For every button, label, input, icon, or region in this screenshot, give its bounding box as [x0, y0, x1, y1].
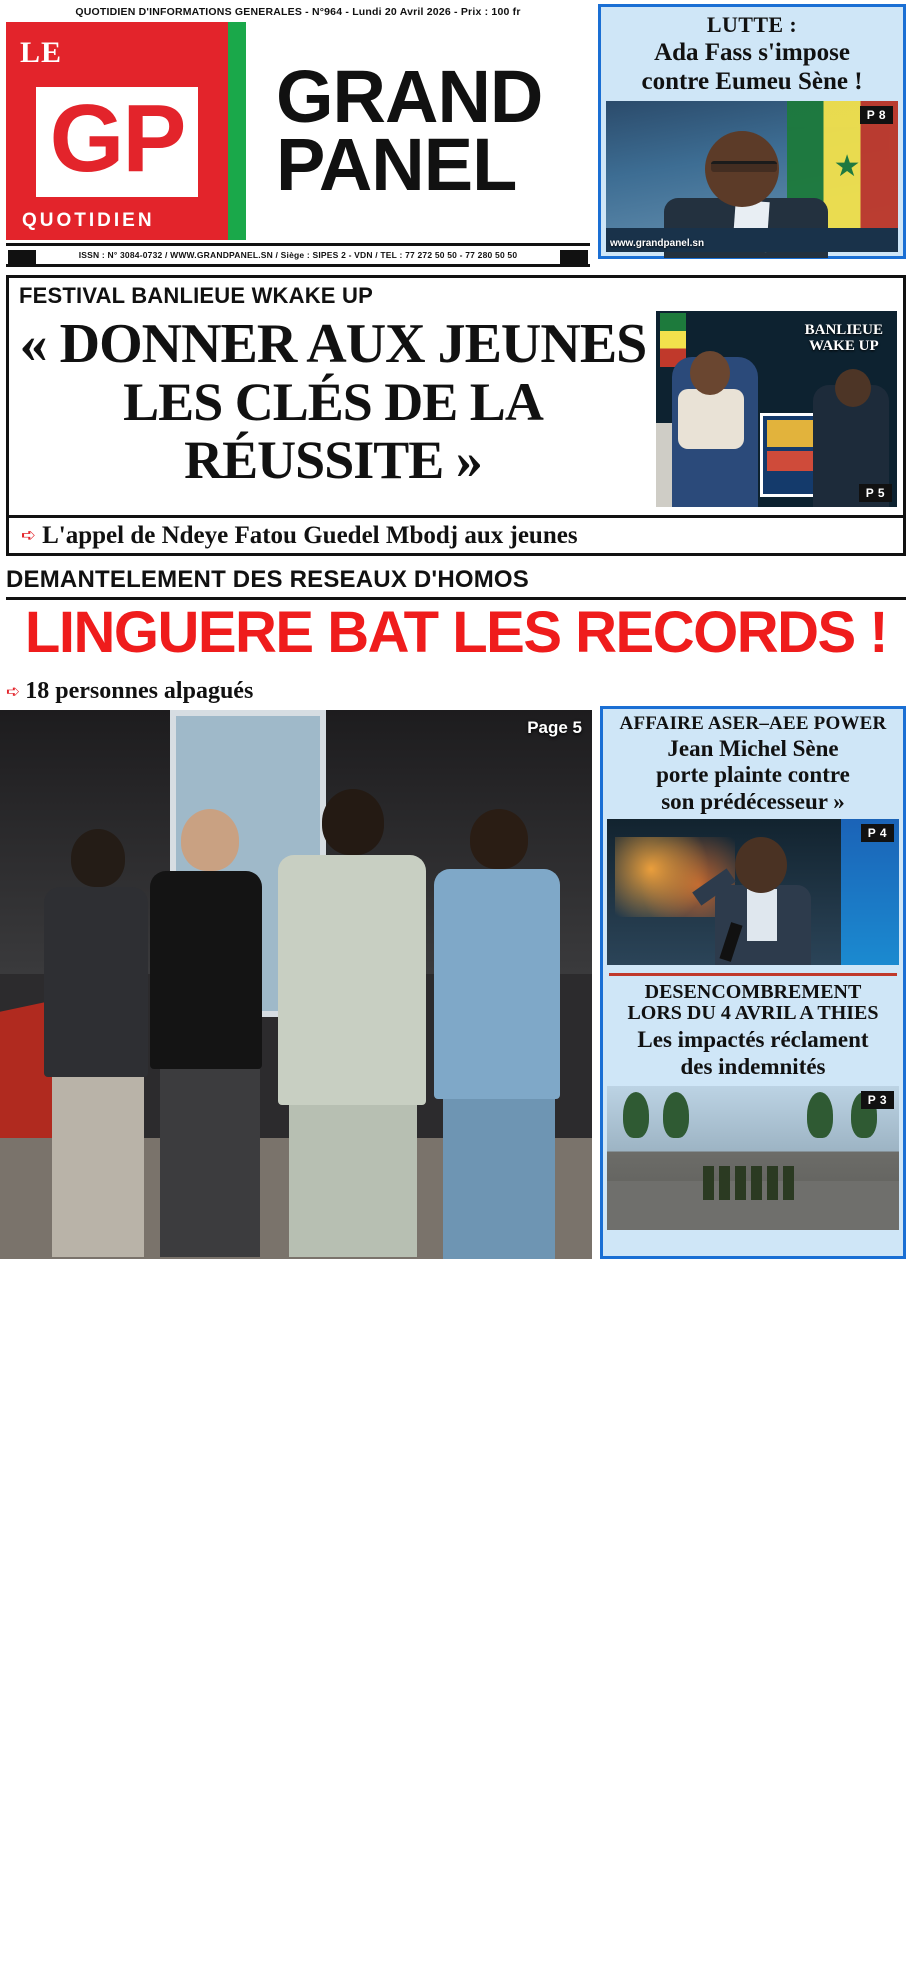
- article-festival-banlieue[interactable]: [6, 275, 906, 556]
- arrow-right-icon: ➪: [21, 525, 37, 545]
- aser-headline-line3: son prédécesseur »: [661, 788, 845, 814]
- person-legs: [289, 1105, 417, 1257]
- masthead-title: [246, 22, 590, 240]
- festival-headline: [13, 315, 653, 489]
- photo-tree: [623, 1092, 649, 1138]
- desencombrement-kicker-line2: LORS DU 4 AVRIL A THIES: [627, 1002, 879, 1025]
- masthead-logo-block: [6, 22, 590, 240]
- festival-headline-line2: LES CLÉS DE LA RÉUSSITE »: [123, 372, 543, 490]
- right-column-divider: [609, 973, 897, 976]
- arrow-right-icon: ➪: [6, 681, 21, 701]
- photo-person: [735, 1166, 746, 1200]
- aser-headline-line1: Jean Michel Sène: [667, 736, 839, 761]
- person-body: [434, 869, 560, 1099]
- masthead-title-line1: GRAND: [276, 54, 543, 138]
- photo-tree: [663, 1092, 689, 1138]
- desencombrement-photo: [607, 1086, 899, 1230]
- photo-subject-woman-top: [678, 389, 744, 449]
- teaser-lutte-page-badge: P 8: [860, 106, 893, 124]
- photo-person: [751, 1166, 762, 1200]
- right-column: [600, 706, 906, 1259]
- teaser-lutte-photo-url: www.grandpanel.sn: [610, 238, 705, 249]
- aser-headline-line2: porte plainte contre: [656, 762, 850, 788]
- lead-subline-text: 18 personnes alpagués: [25, 678, 254, 704]
- desencombrement-page-badge: P 3: [861, 1091, 894, 1109]
- photo-person: [719, 1166, 730, 1200]
- festival-photo-banner: [805, 323, 883, 355]
- lead-photo: [0, 710, 592, 1936]
- photo-event-poster: [760, 413, 816, 497]
- photo-person: [703, 1166, 714, 1200]
- article-aser-aee-power[interactable]: [607, 713, 899, 965]
- photo-speaker-shirt: [747, 889, 777, 941]
- teaser-lutte-kicker: LUTTE :: [706, 12, 798, 37]
- person-legs: [160, 1069, 260, 1257]
- teaser-lutte-photo: [606, 101, 898, 252]
- aser-kicker: AFFAIRE ASER–AEE POWER: [619, 713, 887, 734]
- person-legs: [52, 1077, 144, 1257]
- person-head: [470, 809, 528, 869]
- masthead-title-line2: PANEL: [276, 123, 517, 206]
- desencombrement-kicker-line1: DESENCOMBREMENT: [644, 980, 862, 1003]
- watermark-center-text: DCORP: [205, 1723, 406, 1816]
- glasses-icon: [711, 161, 777, 172]
- lead-subline: [6, 678, 253, 705]
- photo-watermark: [89, 1556, 512, 1963]
- desencombrement-headline-line1: Les impactés réclament: [637, 1027, 869, 1053]
- teaser-lutte-headline-line1: Ada Fass s'impose: [654, 39, 850, 66]
- photo-person: [783, 1166, 794, 1200]
- masthead-kicker: QUOTIDIEN D'INFORMATIONS GENERALES - N°964 - Lundi 20 Avril 2026 - Prix : 100 fr: [75, 6, 521, 18]
- lead-photo-page-label: Page 5: [527, 718, 582, 737]
- logo-green-bar: [228, 22, 246, 240]
- photo-subject-man-head: [835, 369, 871, 407]
- person-head: [71, 829, 125, 887]
- festival-kicker: FESTIVAL BANLIEUE WKAKE UP: [19, 283, 373, 308]
- festival-subline: [9, 515, 903, 553]
- logo-le-text: LE: [20, 36, 63, 69]
- person-head: [322, 789, 384, 855]
- masthead-kicker-strip: [6, 4, 590, 20]
- photo-person: [767, 1166, 778, 1200]
- masthead-issn-text: ISSN : N° 3084-0732 / WWW.GRANDPANEL.SN / Siège : SIPES 2 - VDN / TEL : 77 272 50 50 - 77 280 50 50: [78, 250, 518, 260]
- festival-photo: [654, 311, 897, 507]
- logo-red-panel: [6, 22, 228, 240]
- photo-person-3: [278, 789, 428, 1259]
- person-legs: [443, 1099, 555, 1259]
- photo-person-1: [44, 829, 152, 1259]
- person-body: [150, 871, 262, 1069]
- festival-photo-banner-line1: BANLIEUE: [804, 322, 883, 338]
- festival-body: [9, 309, 903, 509]
- person-body: [44, 887, 148, 1077]
- lead-kicker: DEMANTELEMENT DES RESEAUX D'HOMOS: [6, 566, 530, 593]
- photo-tree: [807, 1092, 833, 1138]
- masthead-issn-row: [6, 243, 590, 267]
- flag-star-icon: ★: [833, 150, 861, 184]
- photo-speaker-head: [735, 837, 787, 893]
- desencombrement-headline-line2: des indemnités: [680, 1054, 826, 1080]
- festival-subline-text: L'appel de Ndeye Fatou Guedel Mbodj aux jeunes: [42, 521, 578, 549]
- person-body: [278, 855, 426, 1105]
- teaser-lutte[interactable]: [598, 4, 906, 259]
- festival-page-badge: P 5: [859, 484, 892, 502]
- photo-person-2: [150, 809, 270, 1259]
- watermark-top-text: DIVISION COMMUNICATION: [150, 1578, 393, 1646]
- festival-headline-line1: « DONNER AUX JEUNES: [19, 313, 647, 375]
- teaser-lutte-headline-line2: contre Eumeu Sène !: [641, 67, 863, 95]
- logo-gp-text: GP: [36, 87, 199, 197]
- article-desencombrement[interactable]: [607, 982, 899, 1230]
- festival-photo-banner-line2: WAKE UP: [809, 337, 879, 354]
- watermark-bottom-text: RELATIONS PUBLIQUES: [226, 1873, 441, 1936]
- lead-headline: LINGUERE BAT LES RECORDS !: [24, 600, 888, 665]
- person-head: [181, 809, 239, 871]
- aser-page-badge: P 4: [861, 824, 894, 842]
- aser-photo: [607, 819, 899, 965]
- photo-subject-woman-head: [690, 351, 730, 395]
- logo-quotidien-text: QUOTIDIEN: [22, 210, 155, 231]
- photo-person-4: [434, 809, 564, 1259]
